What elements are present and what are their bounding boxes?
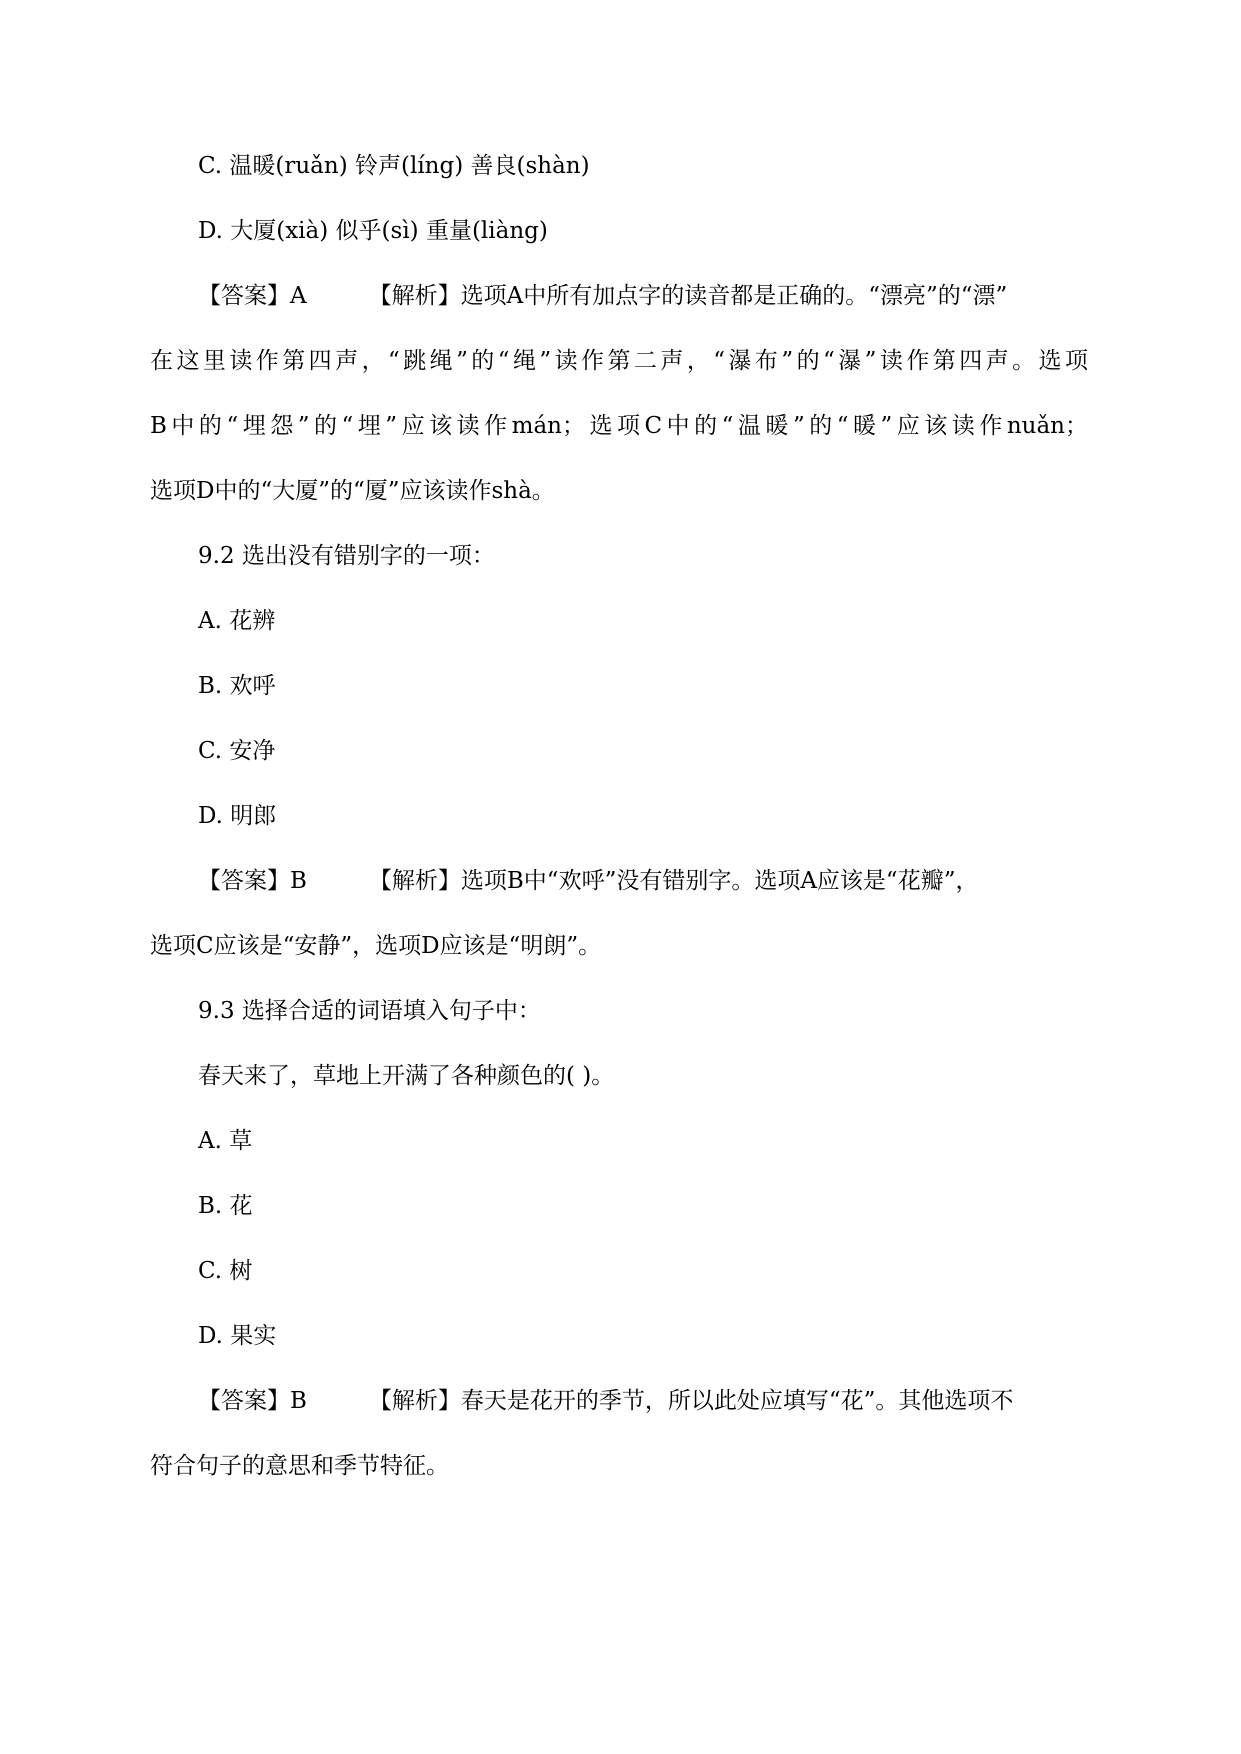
q91-answer-line <box>198 281 1007 311</box>
q93-analysis-text-1: 春天是花开的季节，所以此处应填写“花”。其他选项不 <box>460 1388 1014 1414</box>
q93-option-b: B. 花 <box>198 1193 253 1219</box>
q93-sentence: 春天来了，草地上开满了各种颜色的( )。 <box>198 1063 615 1089</box>
q91-analysis-text-3: B中的“埋怨”的“埋”应该读作mán；选项C中的“温暖”的“暖”应该读作nuǎn； <box>150 413 1088 439</box>
q92-option-d: D. 明郎 <box>198 803 277 829</box>
q91-option-d: D. 大厦(xià) 似乎(sì) 重量(liàng) <box>198 218 548 244</box>
q93-analysis-tag: 【解析】 <box>368 1388 461 1414</box>
q93-option-d: D. 果实 <box>198 1323 277 1349</box>
q91-option-c: C. 温暖(ruǎn) 铃声(líng) 善良(shàn) <box>198 153 590 179</box>
q93-option-c: C. 树 <box>198 1258 253 1284</box>
q92-option-b: B. 欢呼 <box>198 673 276 699</box>
q92-option-c: C. 安净 <box>198 738 276 764</box>
q93-answer-tag: 【答案】B <box>198 1388 307 1414</box>
q91-answer-tag: 【答案】A <box>198 283 307 309</box>
q91-analysis-text-2: 在这里读作第四声，“跳绳”的“绳”读作第二声，“瀑布”的“瀑”读作第四声。选项 <box>150 348 1088 374</box>
q91-analysis-tag: 【解析】 <box>368 283 461 309</box>
q92-analysis-text-1: 选项B中“欢呼”没有错别字。选项A应该是“花瓣”， <box>460 868 979 894</box>
q93-option-a: A. 草 <box>198 1128 253 1154</box>
q93-question: 9.3 选择合适的词语填入句子中： <box>198 998 541 1024</box>
q91-analysis-text-4: 选项D中的“大厦”的“厦”应该读作shà。 <box>150 478 555 504</box>
q92-question: 9.2 选出没有错别字的一项： <box>198 543 495 569</box>
q91-analysis-text-1: 选项A中所有加点字的读音都是正确的。“漂亮”的“漂” <box>460 283 1008 309</box>
q92-answer-line <box>198 866 978 896</box>
q92-answer-tag: 【答案】B <box>198 868 307 894</box>
q92-option-a: A. 花辨 <box>198 608 276 634</box>
q92-analysis-text-2: 选项C应该是“安静”，选项D应该是“明朗”。 <box>150 933 602 959</box>
q93-analysis-text-2: 符合句子的意思和季节特征。 <box>150 1453 449 1479</box>
q92-analysis-tag: 【解析】 <box>368 868 461 894</box>
q93-answer-line <box>198 1386 1013 1416</box>
